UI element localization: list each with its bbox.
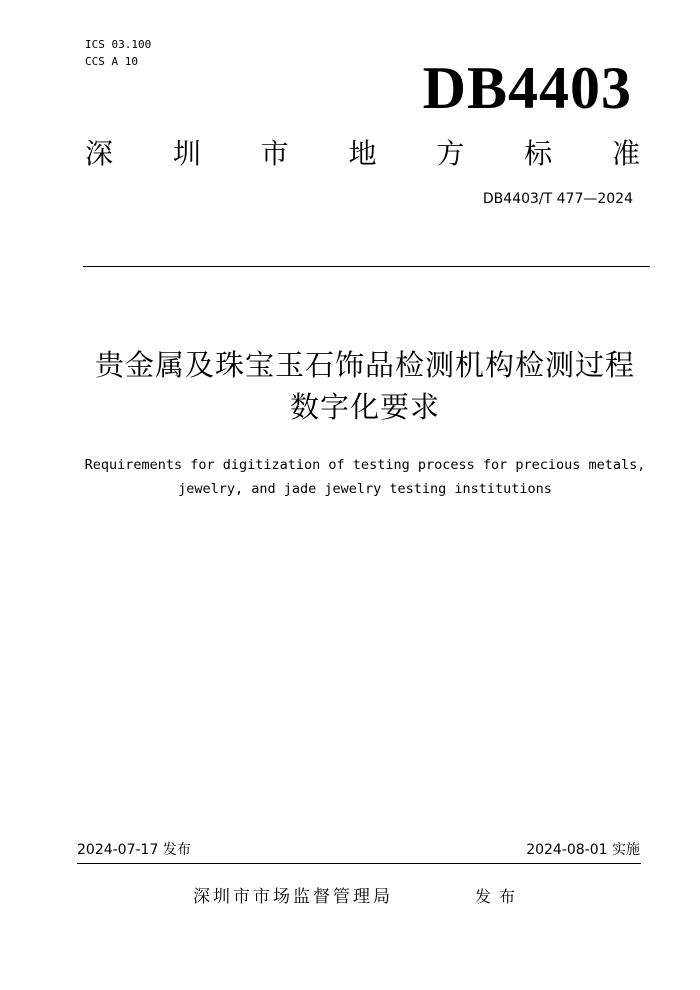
issue-date: 2024-07-17 发布 bbox=[77, 842, 191, 858]
standard-number: DB4403/T 477—2024 bbox=[482, 191, 633, 207]
standard-type-char: 圳 bbox=[172, 137, 201, 170]
issuing-action: 发布 bbox=[475, 887, 524, 906]
classification-codes bbox=[85, 36, 151, 70]
standard-type bbox=[85, 134, 640, 174]
implementation-date: 2024-08-01 实施 bbox=[526, 842, 640, 858]
standard-type-char: 方 bbox=[436, 137, 465, 170]
standard-type-char: 标 bbox=[524, 137, 553, 170]
chinese-title-line: 数字化要求 bbox=[289, 390, 440, 424]
standard-type-char: 市 bbox=[260, 137, 289, 170]
top-divider bbox=[83, 266, 650, 267]
standard-type-char: 准 bbox=[611, 137, 640, 170]
english-title-line: Requirements for digitization of testing process for precious metals, bbox=[84, 457, 646, 473]
issuing-authority: 深圳市市场监督管理局 bbox=[193, 887, 393, 907]
standard-type-char: 地 bbox=[348, 137, 377, 170]
standard-type-char: 深 bbox=[85, 137, 114, 170]
ics-code: ICS 03.100 bbox=[85, 38, 152, 51]
chinese-title bbox=[60, 344, 670, 428]
standard-logo: DB4403 bbox=[422, 55, 632, 121]
ccs-code: CCS A 10 bbox=[85, 55, 138, 68]
chinese-title-line: 贵金属及珠宝玉石饰品检测机构检测过程 bbox=[94, 348, 635, 382]
bottom-divider bbox=[77, 863, 641, 864]
english-title-line: jewelry, and jade jewelry testing institutions bbox=[178, 481, 552, 497]
english-title bbox=[50, 453, 680, 501]
